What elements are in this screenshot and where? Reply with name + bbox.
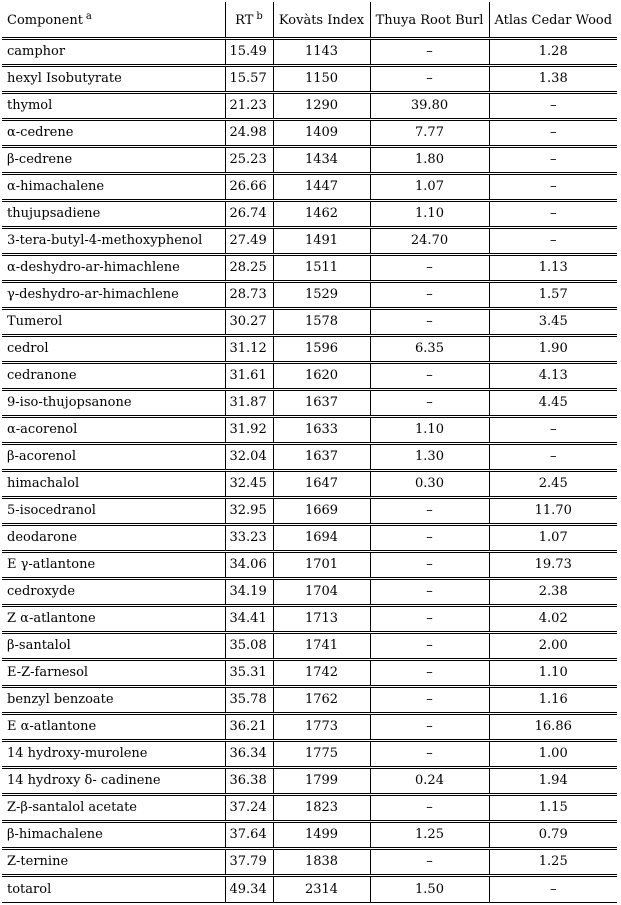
cell-kovats-index: 1143	[273, 38, 370, 65]
table-row	[2, 551, 617, 578]
cell-thuya-root-burl: 24.70	[370, 227, 489, 254]
cell-rt: 34.19	[225, 578, 273, 605]
table-row	[2, 767, 617, 794]
header-atlas-cedar-wood: Atlas Cedar Wood	[489, 2, 617, 38]
cell-thuya-root-burl: –	[370, 632, 489, 659]
table-row	[2, 200, 617, 227]
cell-atlas-cedar-wood: –	[489, 416, 617, 443]
cell-component: Z-β-santalol acetate	[2, 794, 225, 821]
table-body	[2, 38, 617, 902]
table-row	[2, 227, 617, 254]
table-row	[2, 389, 617, 416]
cell-rt: 31.61	[225, 362, 273, 389]
table-row	[2, 524, 617, 551]
cell-component: camphor	[2, 38, 225, 65]
cell-component: Z α-atlantone	[2, 605, 225, 632]
cell-component: 3-tera-butyl-4-methoxyphenol	[2, 227, 225, 254]
footnote-marker-b: b	[256, 10, 263, 22]
table-row	[2, 578, 617, 605]
cell-thuya-root-burl: –	[370, 254, 489, 281]
cell-kovats-index: 1647	[273, 470, 370, 497]
cell-atlas-cedar-wood: 19.73	[489, 551, 617, 578]
cell-atlas-cedar-wood: 2.38	[489, 578, 617, 605]
cell-component: β-santalol	[2, 632, 225, 659]
table-row	[2, 713, 617, 740]
cell-kovats-index: 1511	[273, 254, 370, 281]
cell-rt: 25.23	[225, 146, 273, 173]
cell-thuya-root-burl: 1.07	[370, 173, 489, 200]
table-row	[2, 497, 617, 524]
cell-component: cedroxyde	[2, 578, 225, 605]
cell-thuya-root-burl: 7.77	[370, 119, 489, 146]
cell-kovats-index: 1491	[273, 227, 370, 254]
cell-kovats-index: 1578	[273, 308, 370, 335]
cell-thuya-root-burl: 1.10	[370, 416, 489, 443]
table-row	[2, 794, 617, 821]
composition-table	[2, 2, 617, 903]
cell-thuya-root-burl: –	[370, 281, 489, 308]
cell-component: Tumerol	[2, 308, 225, 335]
cell-rt: 21.23	[225, 92, 273, 119]
cell-thuya-root-burl: 0.24	[370, 767, 489, 794]
cell-atlas-cedar-wood: 11.70	[489, 497, 617, 524]
cell-atlas-cedar-wood: –	[489, 92, 617, 119]
table-row	[2, 740, 617, 767]
cell-component: thymol	[2, 92, 225, 119]
cell-thuya-root-burl: 1.80	[370, 146, 489, 173]
cell-component: E γ-atlantone	[2, 551, 225, 578]
cell-thuya-root-burl: –	[370, 605, 489, 632]
cell-rt: 34.06	[225, 551, 273, 578]
cell-rt: 36.21	[225, 713, 273, 740]
cell-rt: 33.23	[225, 524, 273, 551]
cell-kovats-index: 1704	[273, 578, 370, 605]
cell-rt: 30.27	[225, 308, 273, 335]
cell-kovats-index: 1775	[273, 740, 370, 767]
cell-atlas-cedar-wood: 1.25	[489, 848, 617, 875]
cell-component: α-cedrene	[2, 119, 225, 146]
cell-kovats-index: 1694	[273, 524, 370, 551]
cell-kovats-index: 1741	[273, 632, 370, 659]
table-row	[2, 416, 617, 443]
cell-atlas-cedar-wood: 3.45	[489, 308, 617, 335]
cell-atlas-cedar-wood: 1.28	[489, 38, 617, 65]
cell-rt: 37.64	[225, 821, 273, 848]
cell-component: Z-ternine	[2, 848, 225, 875]
cell-atlas-cedar-wood: 1.00	[489, 740, 617, 767]
cell-component: deodarone	[2, 524, 225, 551]
table-row	[2, 173, 617, 200]
cell-kovats-index: 1462	[273, 200, 370, 227]
cell-rt: 15.49	[225, 38, 273, 65]
table-row	[2, 308, 617, 335]
cell-kovats-index: 1633	[273, 416, 370, 443]
cell-component: hexyl Isobutyrate	[2, 65, 225, 92]
table-row	[2, 254, 617, 281]
cell-thuya-root-burl: –	[370, 848, 489, 875]
cell-atlas-cedar-wood: 2.00	[489, 632, 617, 659]
table-row	[2, 848, 617, 875]
header-thuya-root-burl: Thuya Root Burl	[370, 2, 489, 38]
table-row	[2, 38, 617, 65]
cell-atlas-cedar-wood: 4.13	[489, 362, 617, 389]
cell-rt: 36.34	[225, 740, 273, 767]
cell-thuya-root-burl: 39.80	[370, 92, 489, 119]
cell-atlas-cedar-wood: 4.45	[489, 389, 617, 416]
cell-thuya-root-burl: –	[370, 740, 489, 767]
table-row	[2, 281, 617, 308]
cell-kovats-index: 1669	[273, 497, 370, 524]
cell-component: benzyl benzoate	[2, 686, 225, 713]
header-rt: RT $^b$	[225, 2, 273, 38]
cell-atlas-cedar-wood: 1.10	[489, 659, 617, 686]
cell-kovats-index: 1409	[273, 119, 370, 146]
cell-kovats-index: 1713	[273, 605, 370, 632]
cell-atlas-cedar-wood: –	[489, 200, 617, 227]
cell-rt: 34.41	[225, 605, 273, 632]
cell-rt: 27.49	[225, 227, 273, 254]
table-row	[2, 92, 617, 119]
cell-component: 5-isocedranol	[2, 497, 225, 524]
cell-thuya-root-burl: 1.30	[370, 443, 489, 470]
cell-atlas-cedar-wood: 4.02	[489, 605, 617, 632]
cell-atlas-cedar-wood: 0.79	[489, 821, 617, 848]
cell-rt: 35.78	[225, 686, 273, 713]
cell-atlas-cedar-wood: 16.86	[489, 713, 617, 740]
cell-component: 14 hydroxy-murolene	[2, 740, 225, 767]
cell-kovats-index: 1290	[273, 92, 370, 119]
cell-kovats-index: 1620	[273, 362, 370, 389]
cell-rt: 24.98	[225, 119, 273, 146]
cell-rt: 31.92	[225, 416, 273, 443]
cell-thuya-root-burl: 1.25	[370, 821, 489, 848]
cell-kovats-index: 1799	[273, 767, 370, 794]
cell-kovats-index: 1637	[273, 389, 370, 416]
cell-component: E-Z-farnesol	[2, 659, 225, 686]
cell-atlas-cedar-wood: –	[489, 119, 617, 146]
cell-thuya-root-burl: –	[370, 65, 489, 92]
cell-rt: 28.73	[225, 281, 273, 308]
table-row	[2, 443, 617, 470]
cell-rt: 37.24	[225, 794, 273, 821]
cell-thuya-root-burl: –	[370, 713, 489, 740]
cell-thuya-root-burl: –	[370, 794, 489, 821]
cell-component: totarol	[2, 875, 225, 902]
cell-thuya-root-burl: –	[370, 659, 489, 686]
cell-component: γ-deshydro-ar-himachlene	[2, 281, 225, 308]
cell-atlas-cedar-wood: 1.13	[489, 254, 617, 281]
cell-atlas-cedar-wood: 1.90	[489, 335, 617, 362]
cell-atlas-cedar-wood: 1.07	[489, 524, 617, 551]
cell-thuya-root-burl: 1.50	[370, 875, 489, 902]
cell-component: cedranone	[2, 362, 225, 389]
cell-rt: 26.74	[225, 200, 273, 227]
cell-kovats-index: 1499	[273, 821, 370, 848]
cell-atlas-cedar-wood: –	[489, 146, 617, 173]
cell-component: cedrol	[2, 335, 225, 362]
cell-rt: 32.04	[225, 443, 273, 470]
cell-thuya-root-burl: 0.30	[370, 470, 489, 497]
table-row	[2, 362, 617, 389]
cell-kovats-index: 1447	[273, 173, 370, 200]
cell-rt: 31.12	[225, 335, 273, 362]
header-component: Component $^a$	[2, 2, 225, 38]
footnote-marker-a: a	[85, 10, 92, 22]
cell-component: thujupsadiene	[2, 200, 225, 227]
cell-thuya-root-burl: –	[370, 524, 489, 551]
cell-component: 9-iso-thujopsanone	[2, 389, 225, 416]
header-row	[2, 2, 617, 38]
cell-component: α-deshydro-ar-himachlene	[2, 254, 225, 281]
cell-kovats-index: 1596	[273, 335, 370, 362]
table-row	[2, 146, 617, 173]
cell-rt: 15.57	[225, 65, 273, 92]
cell-rt: 36.38	[225, 767, 273, 794]
cell-kovats-index: 1701	[273, 551, 370, 578]
cell-thuya-root-burl: 1.10	[370, 200, 489, 227]
cell-atlas-cedar-wood: 1.15	[489, 794, 617, 821]
cell-rt: 49.34	[225, 875, 273, 902]
table-row	[2, 470, 617, 497]
cell-kovats-index: 1637	[273, 443, 370, 470]
cell-kovats-index: 1742	[273, 659, 370, 686]
cell-thuya-root-burl: –	[370, 362, 489, 389]
cell-thuya-root-burl: –	[370, 308, 489, 335]
cell-thuya-root-burl: –	[370, 38, 489, 65]
cell-thuya-root-burl: –	[370, 497, 489, 524]
cell-rt: 35.08	[225, 632, 273, 659]
cell-atlas-cedar-wood: –	[489, 227, 617, 254]
cell-atlas-cedar-wood: –	[489, 443, 617, 470]
cell-component: 14 hydroxy δ- cadinene	[2, 767, 225, 794]
cell-component: α-acorenol	[2, 416, 225, 443]
cell-atlas-cedar-wood: 2.45	[489, 470, 617, 497]
table-row	[2, 875, 617, 902]
cell-kovats-index: 1838	[273, 848, 370, 875]
cell-kovats-index: 1773	[273, 713, 370, 740]
cell-component: β-himachalene	[2, 821, 225, 848]
cell-atlas-cedar-wood: 1.38	[489, 65, 617, 92]
table-row	[2, 65, 617, 92]
cell-kovats-index: 1762	[273, 686, 370, 713]
cell-rt: 32.95	[225, 497, 273, 524]
cell-rt: 26.66	[225, 173, 273, 200]
table-row	[2, 821, 617, 848]
cell-kovats-index: 1529	[273, 281, 370, 308]
table-row	[2, 119, 617, 146]
cell-kovats-index: 1823	[273, 794, 370, 821]
cell-thuya-root-burl: –	[370, 551, 489, 578]
cell-kovats-index: 1150	[273, 65, 370, 92]
cell-rt: 37.79	[225, 848, 273, 875]
cell-atlas-cedar-wood: –	[489, 173, 617, 200]
cell-thuya-root-burl: –	[370, 686, 489, 713]
cell-atlas-cedar-wood: –	[489, 875, 617, 902]
cell-component: β-cedrene	[2, 146, 225, 173]
table-row	[2, 686, 617, 713]
table-row	[2, 605, 617, 632]
table-row	[2, 659, 617, 686]
cell-rt: 31.87	[225, 389, 273, 416]
cell-kovats-index: 1434	[273, 146, 370, 173]
cell-rt: 28.25	[225, 254, 273, 281]
cell-thuya-root-burl: 6.35	[370, 335, 489, 362]
cell-kovats-index: 2314	[273, 875, 370, 902]
cell-component: α-himachalene	[2, 173, 225, 200]
cell-component: himachalol	[2, 470, 225, 497]
header-kovats-index: Kovàts Index	[273, 2, 370, 38]
cell-rt: 32.45	[225, 470, 273, 497]
cell-thuya-root-burl: –	[370, 389, 489, 416]
cell-atlas-cedar-wood: 1.16	[489, 686, 617, 713]
cell-component: β-acorenol	[2, 443, 225, 470]
table-row	[2, 335, 617, 362]
cell-rt: 35.31	[225, 659, 273, 686]
cell-thuya-root-burl: –	[370, 578, 489, 605]
cell-atlas-cedar-wood: 1.94	[489, 767, 617, 794]
cell-component: E α-atlantone	[2, 713, 225, 740]
table-row	[2, 632, 617, 659]
cell-atlas-cedar-wood: 1.57	[489, 281, 617, 308]
